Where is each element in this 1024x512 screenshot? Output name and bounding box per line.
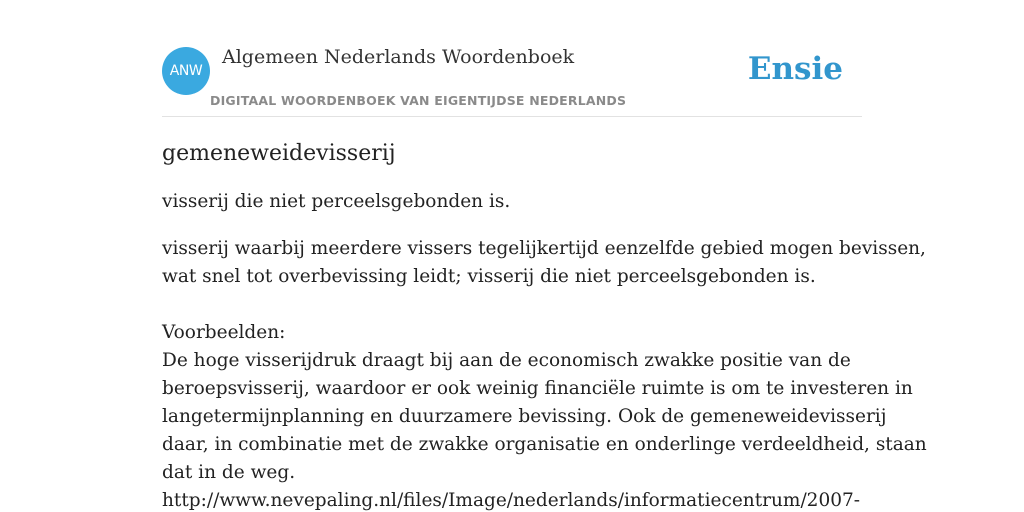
short-definition: visserij die niet perceelsgebonden is. [162, 191, 511, 212]
long-definition-line: wat snel tot overbevissing leidt; visserij die niet perceelsgebonden is. [162, 266, 816, 287]
example-line: De hoge visserijdruk draagt bij aan de economisch zwakke positie van de [162, 350, 851, 371]
example-line: beroepsvisserij, waardoor er ook weinig financiële ruimte is om te investeren in [162, 378, 913, 399]
example-text [162, 347, 927, 487]
dictionary-entry [162, 138, 927, 512]
headword: gemeneweidevisserij [162, 141, 396, 166]
example-line: langetermijnplanning en duurzamere bevissing. Ook de gemeneweidevisserij [162, 406, 887, 427]
long-definition-line: visserij waarbij meerdere vissers tegelijkertijd eenzelfde gebied mogen bevissen, [162, 238, 926, 259]
site-subtitle: DIGITAAL WOORDENBOEK VAN EIGENTIJDSE NEDERLANDS [210, 93, 627, 108]
ensie-brand-logo[interactable]: Ensie [747, 51, 843, 87]
long-definition [162, 235, 926, 291]
examples-heading: Voorbeelden: [162, 322, 286, 343]
site-header [162, 0, 862, 117]
example-line: daar, in combinatie met de zwakke organisatie en onderlinge verdeeldheid, staan [162, 434, 927, 455]
example-line: dat in de weg. [162, 462, 296, 483]
site-title[interactable]: Algemeen Nederlands Woordenboek [222, 46, 575, 68]
anw-logo[interactable]: ANW [162, 47, 210, 95]
source-link[interactable]: http://www.nevepaling.nl/files/Image/nederlands/informatiecentrum/2007- [162, 490, 861, 511]
